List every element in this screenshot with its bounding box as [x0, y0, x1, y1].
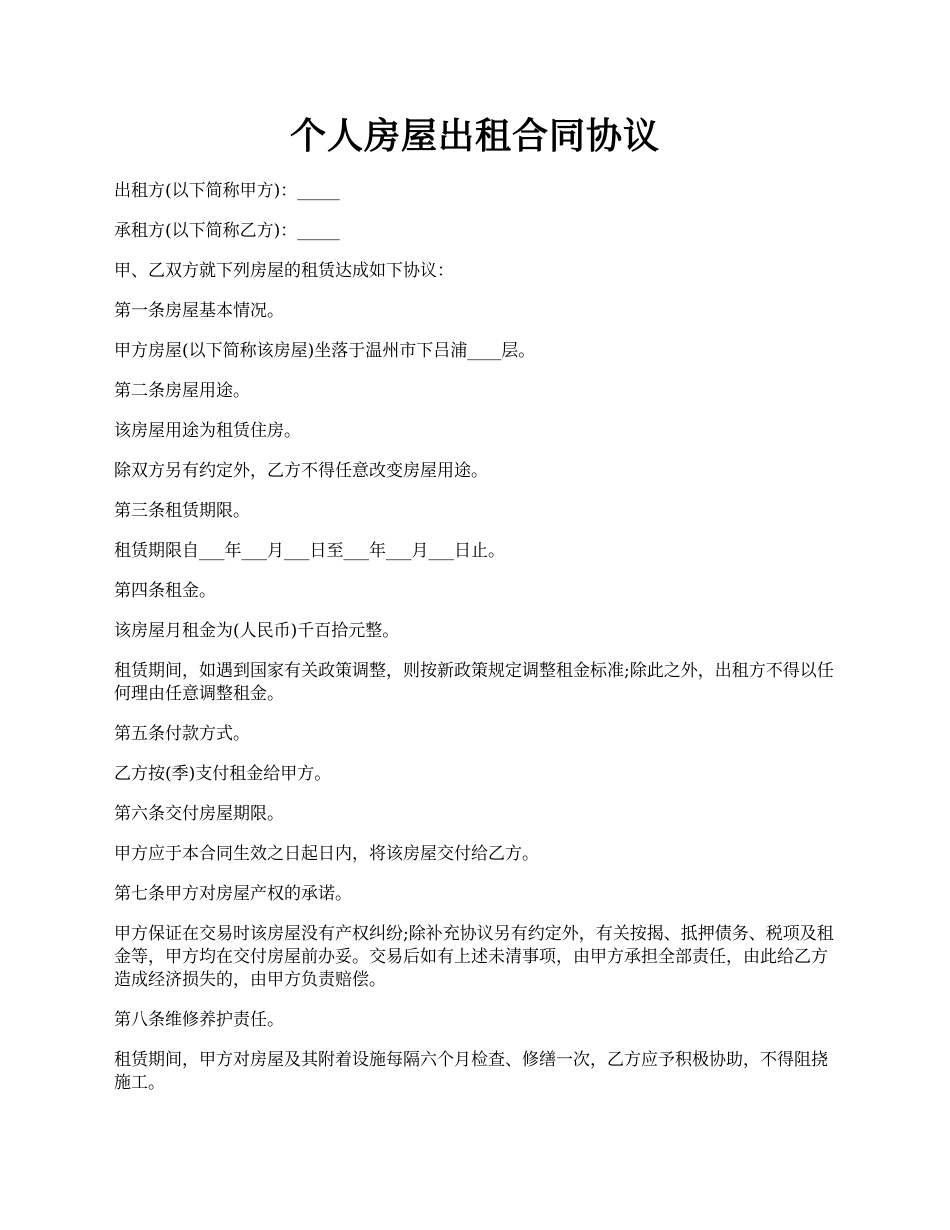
article-8-text: 租赁期间，甲方对房屋及其附着设施每隔六个月检查、修缮一次，乙方应予积极协助，不得阻挠施工。 [114, 1050, 828, 1093]
article-4-heading: 第四条租金。 [114, 581, 216, 601]
article-6-text: 甲方应于本合同生效之日起日内，将该房屋交付给乙方。 [114, 844, 539, 864]
article-6-heading: 第六条交付房屋期限。 [114, 804, 284, 824]
article-2-text-2: 除双方另有约定外，乙方不得任意改变房屋用途。 [114, 461, 488, 481]
article-2-heading: 第二条房屋用途。 [114, 381, 250, 401]
article-5-text: 乙方按(季)支付租金给甲方。 [114, 764, 332, 784]
article-5-heading: 第五条付款方式。 [114, 724, 250, 744]
paragraph-agreement-intro: 甲、乙双方就下列房屋的租赁达成如下协议： [114, 261, 454, 281]
article-1-heading: 第一条房屋基本情况。 [114, 301, 284, 321]
document-title: 个人房屋出租合同协议 [289, 115, 660, 157]
document-body [114, 180, 840, 1112]
article-2-text-1: 该房屋用途为租赁住房。 [114, 421, 301, 441]
article-7-text: 甲方保证在交易时该房屋没有产权纠纷;除补充协议另有约定外，有关按揭、抵押债务、税项及租金等，甲方均在交付房屋前办妥。交易后如有上述未清事项，由甲方承担全部责任，由此给乙方造成经济损失的，由甲方负责赔偿。 [114, 924, 834, 990]
article-3-heading: 第三条租赁期限。 [114, 501, 250, 521]
article-7-heading: 第七条甲方对房屋产权的承诺。 [114, 884, 352, 904]
paragraph-lessee: 承租方(以下简称乙方)：_____ [114, 221, 340, 241]
article-3-text: 租赁期限自___年___月___日至___年___月___日止。 [114, 541, 505, 561]
paragraph-lessor: 出租方(以下简称甲方)：_____ [114, 181, 340, 201]
article-4-text-2: 租赁期间，如遇到国家有关政策调整，则按新政策规定调整租金标准;除此之外，出租方不得以任何理由任意调整租金。 [114, 661, 834, 704]
article-4-text-1: 该房屋月租金为(人民币)千百拾元整。 [114, 621, 400, 641]
article-8-heading: 第八条维修养护责任。 [114, 1010, 284, 1030]
article-1-text: 甲方房屋(以下简称该房屋)坐落于温州市下吕浦____层。 [114, 341, 536, 361]
